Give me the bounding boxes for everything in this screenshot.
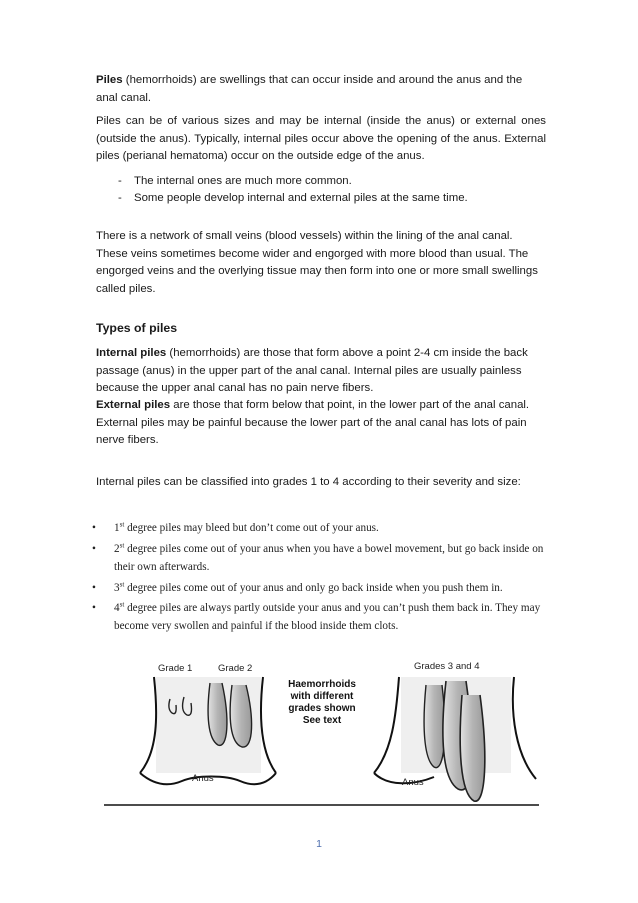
- grade-ordinal: st: [119, 541, 125, 550]
- grade2-label: Grade 2: [218, 663, 253, 674]
- grade-text: [114, 541, 552, 576]
- anus-label-right: Anus: [402, 777, 424, 788]
- internal-piles-paragraph: [96, 345, 546, 398]
- haemorrhoids-illustration: [96, 655, 546, 815]
- grades34-label: Grades 3 and 4: [414, 661, 480, 672]
- figure-caption-line: with different: [290, 691, 354, 702]
- right-diagram: [374, 677, 536, 801]
- grade-number: 3: [114, 582, 120, 594]
- left-diagram: [140, 677, 276, 784]
- bullet-marker: •: [92, 543, 96, 555]
- grade-ordinal: st: [119, 520, 125, 529]
- grade-number: 4: [114, 602, 120, 614]
- right-buttock-outline: [513, 677, 536, 779]
- right-buttock-outline: [374, 677, 399, 773]
- bullet-marker: •: [92, 602, 96, 614]
- grade-description: degree piles come out of your anus and only go back inside when you push them in.: [124, 582, 503, 594]
- sizes-paragraph: Piles can be of various sizes and may be internal (inside the anus) or external ones (outside the anus). Typically, internal piles occur above the opening of the anus. External piles (perianal hematoma) occur on the outside edge of the anus.: [96, 115, 546, 162]
- grades-intro: Internal piles can be classified into grades 1 to 4 according to their severity and size:: [96, 476, 521, 488]
- grade-text: [114, 600, 552, 635]
- bullet-marker: •: [92, 582, 96, 594]
- internal-piles-term: Internal piles: [96, 347, 167, 359]
- dash-item-text: The internal ones are much more common.: [134, 175, 352, 187]
- intro-text: (hemorrhoids) are swellings that can occur inside and around the anus and the anal canal.: [96, 74, 523, 104]
- grade-description: degree piles come out of your anus when you have a bowel movement, but go back inside on their own afterwards.: [114, 543, 544, 573]
- external-piles-text: are those that form below that point, in the lower part of the anal canal. External piles may be painful because the lower part of the anal canal has lots of pain nerve fibers.: [96, 399, 530, 446]
- veins-paragraph: There is a network of small veins (blood vessels) within the lining of the anal canal. These veins sometimes become wider and engorged with more blood than usual. The engorged veins and the overlying tissue may then form into one or more small swellings called piles.: [96, 230, 538, 295]
- grade-text: [114, 520, 552, 538]
- grade-ordinal: st: [119, 580, 125, 589]
- grade-description: degree piles may bleed but don’t come out of your anus.: [124, 522, 379, 534]
- piles-term: Piles: [96, 74, 123, 86]
- grade-description: degree piles are always partly outside your anus and you can’t push them back in. They may become very swollen and painful if the blood inside them clots.: [114, 602, 541, 632]
- figure-caption-line: grades shown: [288, 703, 356, 714]
- left-buttock-outline: [140, 677, 156, 773]
- grade-number: 1: [114, 522, 120, 534]
- grade-number: 2: [114, 543, 120, 555]
- page-number: 1: [316, 838, 322, 850]
- types-heading: Types of piles: [96, 321, 178, 335]
- left-buttock-outline: [261, 677, 276, 773]
- dash-marker: -: [118, 175, 122, 187]
- dash-item-text: Some people develop internal and external piles at the same time.: [134, 192, 468, 204]
- grade1-label: Grade 1: [158, 663, 193, 674]
- grade-ordinal: st: [119, 600, 125, 609]
- external-piles-term: External piles: [96, 399, 171, 411]
- external-piles-paragraph: [96, 397, 546, 450]
- figure-caption-line: Haemorrhoids: [288, 679, 356, 690]
- grade2-pile: [208, 683, 227, 745]
- figure-caption-line: See text: [302, 715, 342, 726]
- grade-text: [114, 580, 552, 598]
- anus-label-left: Anus: [192, 773, 214, 784]
- bullet-marker: •: [92, 522, 96, 534]
- internal-piles-text: (hemorrhoids) are those that form above a point 2-4 cm inside the back passage (anus) in the upper part of the anal canal. Internal piles are usually painless because the upper anal canal has no pain nerve fibers.: [96, 347, 528, 394]
- grade3-pile: [424, 685, 445, 768]
- grade2-pile: [230, 685, 251, 747]
- intro-paragraph: [96, 72, 546, 107]
- dash-marker: -: [118, 192, 122, 204]
